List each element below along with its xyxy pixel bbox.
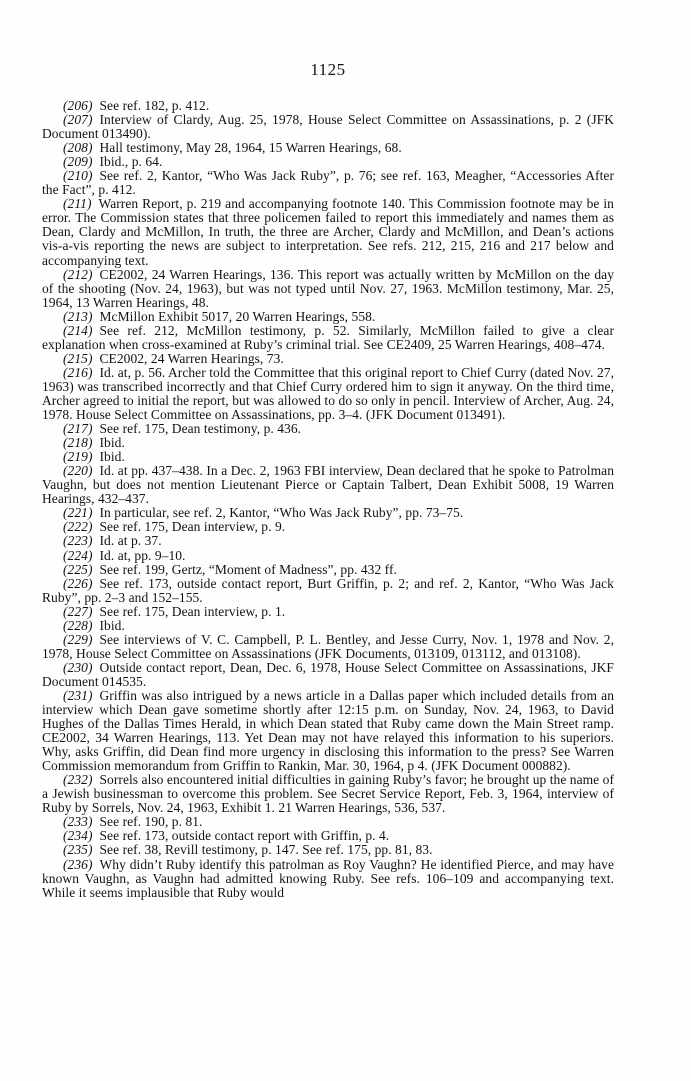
footnote-number: (230): [63, 659, 93, 675]
footnote-number: (224): [63, 547, 93, 563]
footnote-text: See ref. 199, Gertz, “Moment of Madness”, pp. 432 ff.: [99, 561, 397, 577]
footnote-item: [42, 450, 614, 464]
footnote-item: [42, 858, 614, 900]
footnote-item: [42, 99, 614, 113]
footnote-text: See ref. 175, Dean interview, p. 9.: [99, 519, 286, 535]
footnote-text: Griffin was also intrigued by a news article in a Dallas paper which included details from an interview which Dean gave sometime shortly after 12:15 p.m. on Sunday, Nov. 24, 1963, to David Hughes of the Dallas Times Herald, in which Dean stated that Ruby came down the Main Street ramp. CE2002, 34 Warren Hearings, 113. Yet Dean may not have relayed this information to his superiors. Why, asks Griffin, did Dean find more urgency in disclosing this information to the press? See Warren Commission memorandum from Griffin to Rankin, Mar. 30, 1964, p 4. (JFK Document 000882).: [42, 687, 614, 774]
footnote-text: Ibid.: [99, 449, 125, 465]
footnotes-section: [42, 99, 614, 900]
footnote-text: Ibid.: [99, 435, 125, 451]
footnote-number: (232): [63, 772, 93, 788]
footnote-item: [42, 605, 614, 619]
footnote-text: See ref. 175, Dean interview, p. 1.: [99, 603, 286, 619]
footnote-item: [42, 464, 614, 506]
footnote-number: (207): [63, 112, 93, 128]
footnote-text: See ref. 38, Revill testimony, p. 147. See ref. 175, pp. 81, 83.: [99, 842, 433, 858]
footnote-item: [42, 815, 614, 829]
footnote-item: [42, 661, 614, 689]
footnote-item: [42, 169, 614, 197]
footnote-text: See ref. 182, p. 412.: [99, 98, 210, 113]
footnote-text: Outside contact report, Dean, Dec. 6, 1978, House Select Committee on Assassinations, JKF Document 014535.: [42, 659, 614, 689]
footnote-text: See ref. 173, outside contact report with Griffin, p. 4.: [99, 828, 390, 844]
footnote-number: (222): [63, 519, 93, 535]
footnote-item: [42, 829, 614, 843]
footnote-text: Sorrels also encountered initial difficulties in gaining Ruby’s favor; he brought up the name of a Jewish businessman to overcome this problem. See Secret Service Report, Feb. 3, 1964, interview of Ruby by Sorrels, Nov. 24, 1963, Exhibit 1. 21 Warren Hearings, 536, 537.: [42, 772, 614, 816]
footnote-number: (229): [63, 631, 93, 647]
footnote-number: (219): [63, 449, 93, 465]
footnote-text: In particular, see ref. 2, Kantor, “Who Was Jack Ruby”, pp. 73–75.: [99, 505, 464, 521]
footnote-text: Id. at pp. 437–438. In a Dec. 2, 1963 FBI interview, Dean declared that he spoke to Patrolman Vaughn, but does not mention Lieutenant Pierce or Captain Talbert, Dean Exhibit 5008, 19 Warren Hearings, 432–437.: [42, 463, 614, 507]
footnote-text: McMillon Exhibit 5017, 20 Warren Hearings, 558.: [99, 308, 376, 324]
footnote-number: (223): [63, 533, 93, 549]
footnote-item: [42, 520, 614, 534]
footnote-number: (226): [63, 575, 93, 591]
footnote-number: (211): [63, 196, 92, 212]
footnote-text: See ref. 212, McMillon testimony, p. 52. Similarly, McMillon failed to give a clear explanation when cross-examined at Ruby’s criminal trial. See CE2409, 25 Warren Hearings, 408–474.: [42, 322, 614, 352]
footnote-item: [42, 197, 614, 267]
footnote-text: Hall testimony, May 28, 1964, 15 Warren Hearings, 68.: [99, 140, 402, 156]
footnote-number: (234): [63, 828, 93, 844]
footnote-number: (235): [63, 842, 93, 858]
footnote-number: (221): [63, 505, 93, 521]
footnote-number: (217): [63, 421, 93, 437]
footnote-text: Ibid., p. 64.: [99, 154, 163, 170]
footnote-number: (209): [63, 154, 93, 170]
page-number: 1125: [310, 60, 346, 79]
footnote-item: [42, 506, 614, 520]
footnote-item: [42, 773, 614, 815]
footnote-text: Ibid.: [99, 617, 125, 633]
footnote-text: See ref. 173, outside contact report, Burt Griffin, p. 2; and ref. 2, Kantor, “Who Was Jack Ruby”, pp. 2–3 and 152–155.: [42, 575, 614, 605]
footnote-number: (231): [63, 687, 93, 703]
footnote-item: [42, 324, 614, 352]
footnote-number: (210): [63, 168, 93, 184]
text-column: [42, 60, 614, 900]
footnote-item: [42, 422, 614, 436]
footnote-number: (220): [63, 463, 93, 479]
footnote-item: [42, 366, 614, 422]
footnote-text: Id. at, pp. 9–10.: [99, 547, 186, 563]
footnote-number: (214): [63, 322, 93, 338]
footnote-text: Id. at, p. 56. Archer told the Committee that this original report to Chief Curry (dated Nov. 27, 1963) was transcribed incorrectly and that Chief Curry ordered him to sign it anyway. On the third time, Archer agreed to initial the report, but was allowed to do so only in pencil. Interview of Archer, Aug. 24, 1978. House Select Committee on Assassinations, pp. 3–4. (JFK Document 013491).: [42, 364, 614, 423]
footnote-text: Warren Report, p. 219 and accompanying footnote 140. This Commission footnote may be in error. The Commission states that three policemen failed to report this immediately and names them as Dean, Clardy and McMillon, In truth, the three are Archer, Clardy and McMillon, and Dean’s actions vis-a-vis reporting the news are subject to interpretation. See refs. 212, 215, 216 and 217 below and accompanying text.: [42, 196, 614, 268]
footnote-item: [42, 577, 614, 605]
footnote-item: [42, 436, 614, 450]
footnote-item: [42, 843, 614, 857]
footnote-number: (212): [63, 266, 93, 282]
footnote-number: (206): [63, 98, 93, 113]
footnote-item: [42, 689, 614, 773]
footnote-text: Id. at p. 37.: [99, 533, 162, 549]
footnote-item: [42, 534, 614, 548]
footnote-text: Why didn’t Ruby identify this patrolman as Roy Vaughn? He identified Pierce, and may have known Vaughn, as Vaughn had admitted knowing Ruby. See refs. 106–109 and accompanying text. While it seems implausible that Ruby would: [42, 856, 614, 900]
footnote-text: See ref. 2, Kantor, “Who Was Jack Ruby”, p. 76; see ref. 163, Meagher, “Accessories After the Fact”, p. 412.: [42, 168, 614, 198]
footnote-number: (225): [63, 561, 93, 577]
footnote-text: CE2002, 24 Warren Hearings, 73.: [99, 350, 284, 366]
footnote-item: [42, 352, 614, 366]
footnote-number: (208): [63, 140, 93, 156]
footnote-text: See ref. 175, Dean testimony, p. 436.: [99, 421, 302, 437]
footnote-number: (218): [63, 435, 93, 451]
footnote-item: [42, 113, 614, 141]
footnote-text: See interviews of V. C. Campbell, P. L. Bentley, and Jesse Curry, Nov. 1, 1978 and Nov. 2, 1978, House Select Committee on Assassinations (JFK Documents, 013109, 013112, and 013108).: [42, 631, 614, 661]
footnote-item: [42, 310, 614, 324]
footnote-text: CE2002, 24 Warren Hearings, 136. This report was actually written by McMillon on the day of the shooting (Nov. 24, 1963), but was not typed until Nov. 27, 1963. McMillon testimony, Mar. 25, 1964, 13 Warren Hearings, 48.: [42, 266, 614, 310]
footnote-item: [42, 268, 614, 310]
footnote-item: [42, 155, 614, 169]
footnote-text: See ref. 190, p. 81.: [99, 814, 203, 830]
footnote-number: (228): [63, 617, 93, 633]
footnote-item: [42, 633, 614, 661]
footnote-text: Interview of Clardy, Aug. 25, 1978, House Select Committee on Assassinations, p. 2 (JFK Document 013490).: [42, 112, 614, 142]
footnote-number: (233): [63, 814, 93, 830]
footnote-number: (213): [63, 308, 93, 324]
footnote-number: (215): [63, 350, 93, 366]
footnote-number: (216): [63, 364, 93, 380]
footnote-number: (227): [63, 603, 93, 619]
footnote-item: [42, 141, 614, 155]
footnote-item: [42, 549, 614, 563]
footnote-item: [42, 619, 614, 633]
footnote-item: [42, 563, 614, 577]
footnote-number: (236): [63, 856, 93, 872]
